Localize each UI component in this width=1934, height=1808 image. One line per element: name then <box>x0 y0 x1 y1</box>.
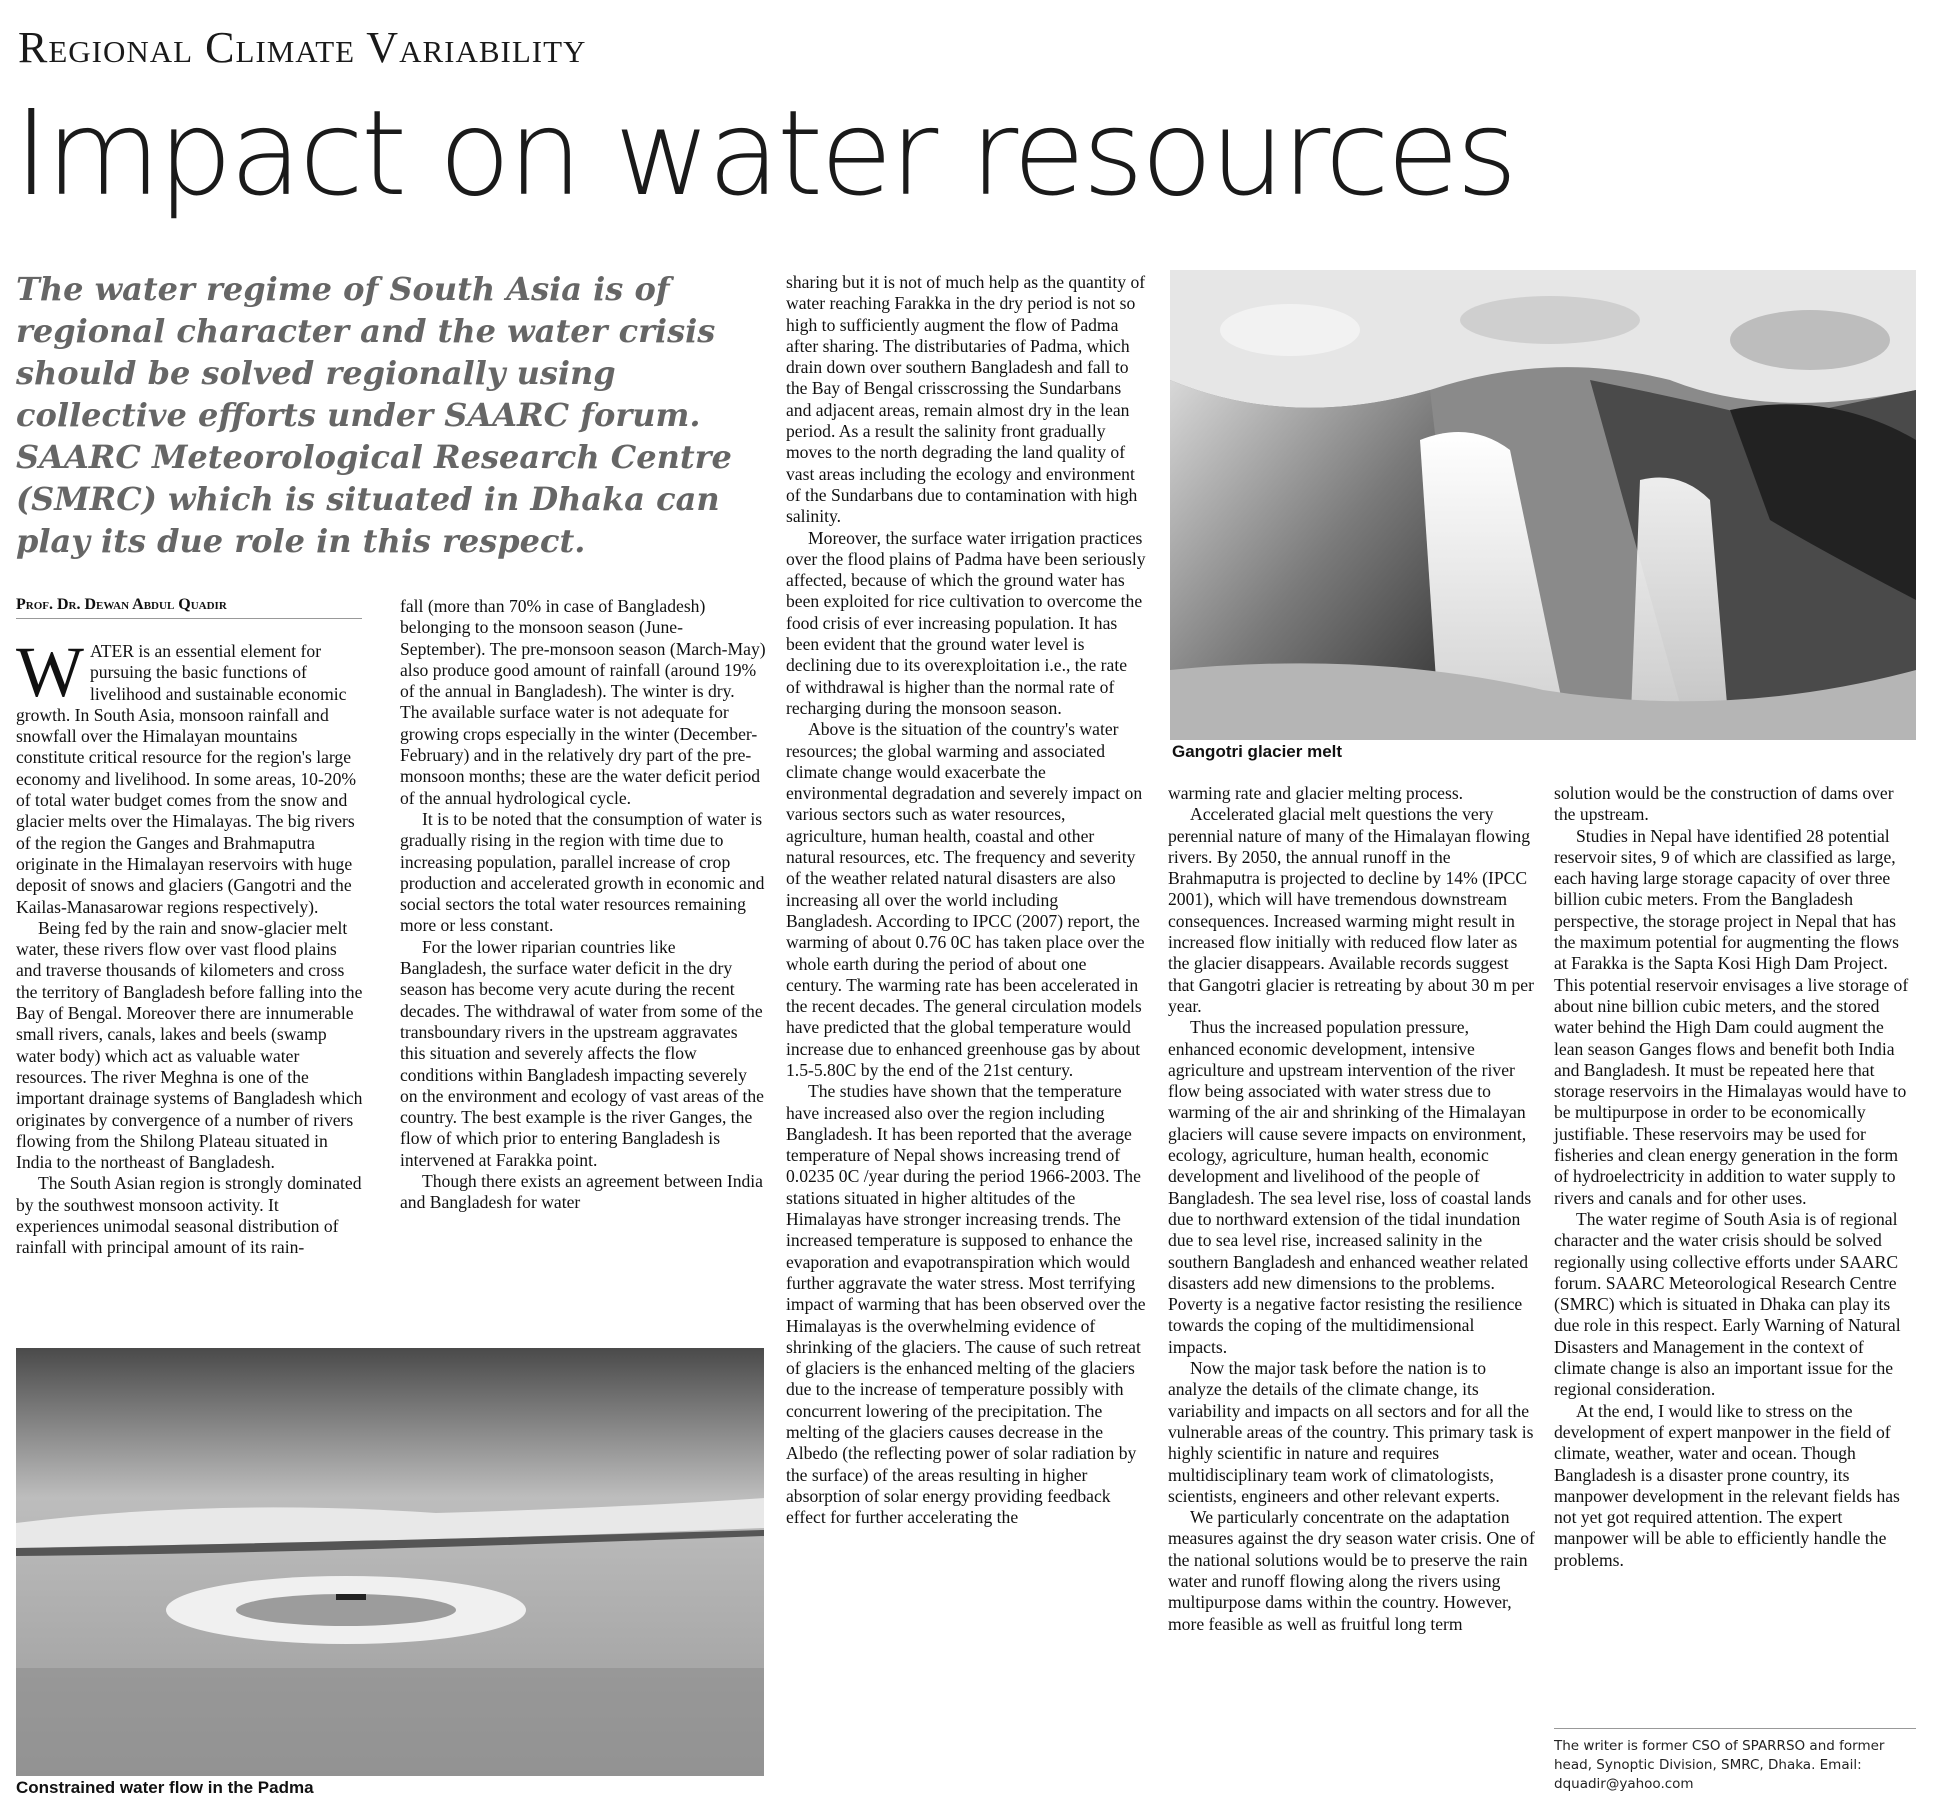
article-paragraph: solution would be the construction of dams over the upstream. <box>1554 783 1894 825</box>
article-paragraph: The water regime of South Asia is of regional character and the water crisis should be solved regionally using collective efforts under SAARC forum. SAARC Meteorological Research Centre (SMRC) which is situated in Dhaka can play its due role in this respect. Early Warning of Natural Disasters and Management in the context of climate change is also an important issue for the regional consideration. <box>1554 1208 1901 1400</box>
article-paragraph: Studies in Nepal have identified 28 potential reservoir sites, 9 of which are classified as large, each having large storage capacity of over three billion cubic meters. From the Bangladesh perspective, the storage project in Nepal that has the maximum potential for augmenting the flows at Farakka is the Sapta Kosi High Dam Project. This potential reservoir envisages a live storage of about nine billion cubic meters, and the stored water behind the High Dam could augment the lean season Ganges flows and benefit both India and Bangladesh. It must be repeated here that storage reservoirs in the Himalayas would have to be multipurpose in order to be economically justifiable. These reservoirs may be used for fisheries and clean energy generation in the form of hydroelectricity in addition to water supply to rivers and canals and for other uses. <box>1554 825 1909 1208</box>
deck-summary: The water regime of South Asia is of regional character and the water crisis should be solved regionally using collective efforts under SAARC forum. SAARC Meteorological Research Centre (SMRC) which is situated in Dhaka can play its due role in this respect. <box>16 270 732 560</box>
article-paragraph: The South Asian region is strongly dominated by the southwest monsoon activity. It experiences unimodal seasonal distribution of rainfall with principal amount of its rain- <box>16 1173 362 1258</box>
article-paragraph: Though there exists an agreement between India and Bangladesh for water <box>400 1171 763 1213</box>
article-column-3 <box>786 272 1146 1529</box>
article-paragraph: Thus the increased population pressure, enhanced economic development, intensive agriculture and upstream intervention of the river flow being associated with water stress due to warming of the air and shrinking of the Himalayan glaciers will cause severe impacts on environment, ecology, agriculture, human health, economic development and livelihood of the people of Bangladesh. The sea level rise, loss of coastal lands due to northward extension of the tidal inundation due to sea level rise, increased salinity in the southern Bangladesh and enhanced weather related disasters add new dimensions to the problems. Poverty is a negative factor resisting the resilience towards the coping of the multidimensional impacts. <box>1168 1017 1532 1357</box>
article-column-4 <box>1168 783 1536 1635</box>
article-paragraph <box>16 632 366 918</box>
article-paragraph: Now the major task before the nation is to analyze the details of the climate change, its variability and impacts on all sectors and for all the vulnerable areas of the country. This primary task is highly scientific in nature and requires multidisciplinary team work of climatologists, scientists, engineers and other relevant experts. <box>1168 1358 1534 1506</box>
headline: Impact on water resources <box>14 84 1515 222</box>
article-paragraph: Above is the situation of the country's water resources; the global warming and associated climate change would exacerbate the environmental degradation and severely impact on various sectors such as water resources, agriculture, human health, coastal and other natural resources, etc. The frequency and severity of the weather related natural disasters are also increasing all over the world including Bangladesh. According to IPCC (2007) report, the warming of about 0.76 0C has taken place over the whole earth during the period of about one century. The warming rate has been accelerated in the recent decades. The general circulation models have predicted that the global temperature would increase due to enhanced greenhouse gas by about 1.5-5.80C by the end of the 21st century. <box>786 719 1145 1080</box>
article-column-1 <box>16 632 366 1259</box>
author-note: The writer is former CSO of SPARRSO and former head, Synoptic Division, SMRC, Dhaka. Email: dquadir@yahoo.com <box>1554 1728 1916 1794</box>
glacier-photo <box>1170 270 1916 740</box>
article-paragraph: Being fed by the rain and snow-glacier melt water, these rivers flow over vast flood plains and traverse thousands of kilometers and cross the territory of Bangladesh before falling into the Bay of Bengal. Moreover there are innumerable small rivers, canals, lakes and beels (swamp water body) which act as valuable water resources. The river Meghna is one of the important drainage systems of Bangladesh which originates by convergence of a number of rivers flowing from the Shilong Plateau situated in India to the northeast of Bangladesh. <box>16 917 363 1173</box>
drop-cap: W <box>16 632 84 712</box>
article-paragraph: Accelerated glacial melt questions the very perennial nature of many of the Himalayan flowing rivers. By 2050, the annual runoff in the Brahmaputra is projected to decline by 14% (IPCC 2001), which will have tremendous downstream consequences. Increased warming might result in increased flow initially with reduced flow later as the glacier disappears. Available records suggest that Gangotri glacier is retreating by about 30 m per year. <box>1168 804 1534 1016</box>
article-column-2 <box>400 596 766 1214</box>
article-paragraph: sharing but it is not of much help as the quantity of water reaching Farakka in the dry period is not so high to sufficiently augment the flow of Padma after sharing. The distributaries of Padma, which drain down over southern Bangladesh and fall to the Bay of Bengal crisscrossing the Sundarbans and adjacent areas, remain almost dry in the lean period. As a result the salinity front gradually moves to the north degrading the land quality of vast areas including the ecology and environment of the Sundarbans due to contamination with high salinity. <box>786 272 1146 527</box>
article-paragraph: We particularly concentrate on the adaptation measures against the dry season water crisis. One of the national solutions would be to preserve the rain water and runoff flowing along the rivers using multipurpose dams within the country. However, more feasible as well as fruitful long term <box>1168 1507 1535 1634</box>
article-paragraph: Moreover, the surface water irrigation practices over the flood plains of Padma have been seriously affected, because of which the ground water has been exploited for rice cultivation to overcome the food crisis of ever increasing population. It has been evident that the ground water level is declining due to its overexploitation i.e., the rate of withdrawal is higher than the normal rate of recharging during the monsoon season. <box>786 527 1146 718</box>
paragraph-text: ATER is an essential element for pursuing the basic functions of livelihood and sustainable economic growth. In South Asia, monsoon rainfall and snowfall over the Himalayan mountains constitute critical resource for the region's large economy and livelihood. In some areas, 10-20% of total water budget comes from the snow and glacier melts over the Himalayas. The big rivers of the region the Ganges and Brahmaputra originate in the Himalayan reservoirs with huge deposit of snows and glaciers (Gangotri and the Kailas-Manasarowar regions respectively). <box>16 641 357 917</box>
article-paragraph: For the lower riparian countries like Bangladesh, the surface water deficit in the dry season has become very acute during the recent decades. The withdrawal of water from some of the transboundary rivers in the upstream aggravates this situation and severely affects the flow conditions within Bangladesh impacting severely on the environment and ecology of vast areas of the country. The best example is the river Ganges, the flow of which prior to entering Bangladesh is intervened at Farakka point. <box>400 936 764 1170</box>
article-column-5 <box>1554 783 1916 1571</box>
article-paragraph: warming rate and glacier melting process. <box>1168 783 1464 803</box>
article-paragraph: fall (more than 70% in case of Bangladesh) belonging to the monsoon season (June-September). The pre-monsoon season (March-May) also produce good amount of rainfall (around 19% of the annual in Bangladesh). The winter is dry. The available surface water is not adequate for growing crops especially in the winter (December-February) and in the relatively dry part of the pre-monsoon months; these are the water deficit period of the annual hydrological cycle. <box>400 596 766 808</box>
article-paragraph: It is to be noted that the consumption of water is gradually rising in the region with time due to increasing population, parallel increase of crop production and accelerated growth in economic and social sectors the total water resources remaining more or less constant. <box>400 808 765 936</box>
padma-photo <box>16 1348 764 1776</box>
article-paragraph: At the end, I would like to stress on the development of expert manpower in the field of climate, weather, water and ocean. Though Bangladesh is a disaster prone country, its manpower development in the relevant fields has not yet got required attention. The expert manpower will be able to efficiently handle the problems. <box>1554 1400 1900 1570</box>
padma-photo-caption: Constrained water flow in the Padma <box>16 1778 314 1797</box>
article-paragraph: The studies have shown that the temperature have increased also over the region including Bangladesh. It has been reported that the average temperature of Nepal shows increasing trend of 0.0235 0C /year during the period 1966-2003. The stations situated in higher altitudes of the Himalayas have stronger increasing trends. The increased temperature is supposed to enhance the evaporation and evapotranspiration which would further aggravate the water stress. Most terrifying impact of warming that has been observed over the Himalayas is the overwhelming evidence of shrinking of the glaciers. The cause of such retreat of glaciers is the enhanced melting of the glaciers due to the increase of temperature possibly with concurrent lowering of the precipitation. The melting of the glaciers causes decrease in the Albedo (the reflecting power of solar radiation by the surface) of the areas resulting in higher absorption of solar energy providing feedback effect for further accelerating the <box>786 1081 1146 1528</box>
section-kicker: Regional Climate Variability <box>18 23 587 72</box>
glacier-photo-caption: Gangotri glacier melt <box>1172 742 1343 761</box>
byline: Prof. Dr. Dewan Abdul Quadir <box>16 596 362 619</box>
